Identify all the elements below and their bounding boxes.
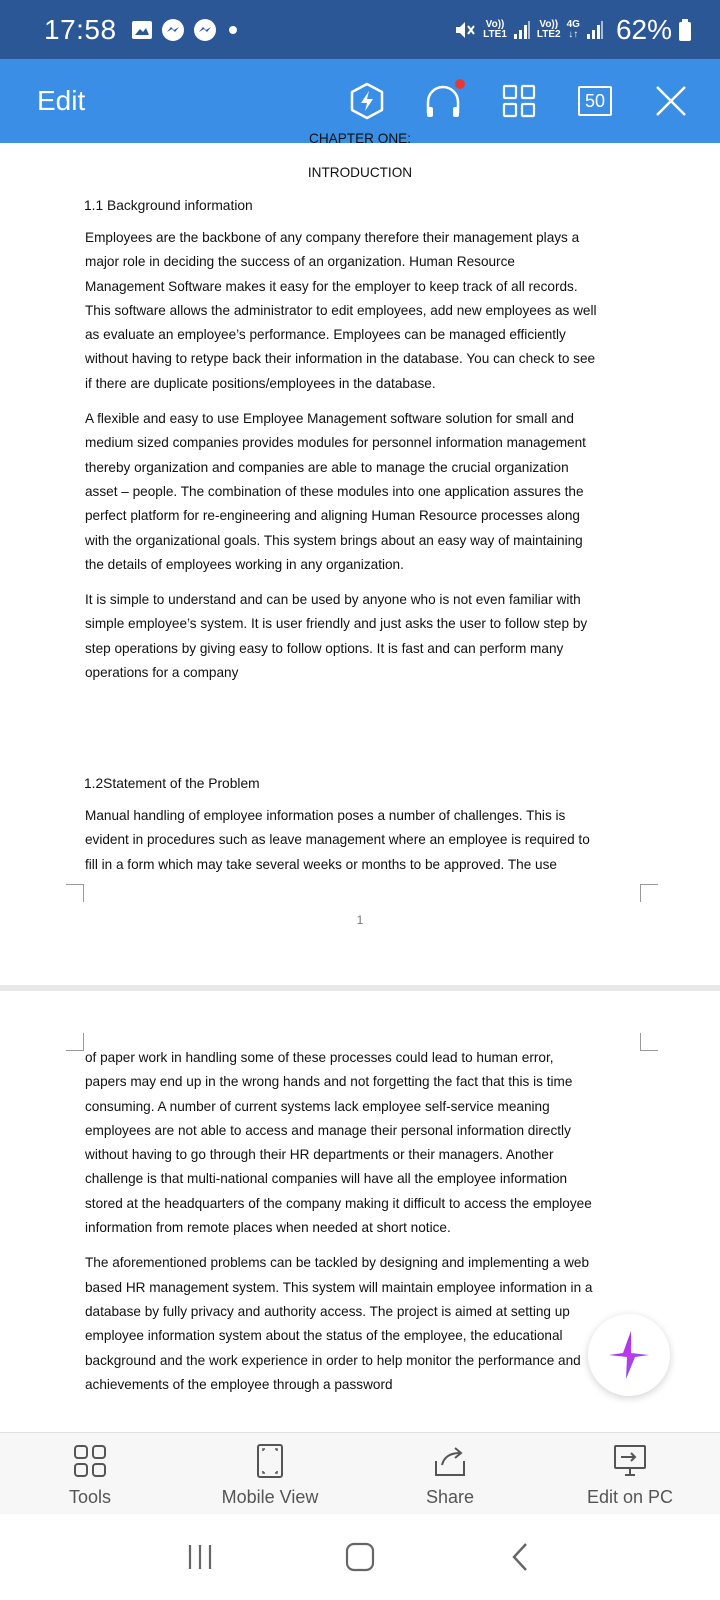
mobile-view-icon — [255, 1443, 285, 1479]
edit-on-pc-label: Edit on PC — [586, 1487, 674, 1507]
page-count-icon — [578, 86, 612, 116]
page-break — [0, 985, 720, 991]
page-count-label: 50 — [584, 90, 606, 111]
page-margin-mark — [66, 884, 84, 902]
mobile-view-button[interactable] — [180, 1433, 360, 1514]
paragraph: of paper work in handling some of these processes could lead to human error, papers may end up in the wrong hands and not forgetting the fact that this is time consuming. A number of current systems lack employee self-service meaning employees are not able to access and manage their personal information directly without having to go through their HR departments or their managers. Another challenge is that multi-national companies will have all the employee information stored at the headquarters of the company making it difficult to access the employee information from remote places when needed at short notice. — [85, 1050, 592, 1236]
signal-icon — [513, 20, 531, 40]
home-button[interactable] — [330, 1532, 390, 1582]
gallery-icon — [131, 20, 153, 40]
edit-button[interactable]: Edit — [37, 85, 86, 116]
tools-label: Tools — [68, 1487, 112, 1507]
close-icon — [654, 84, 688, 118]
heading-statement-of-problem: 1.2Statement of the Problem — [84, 776, 260, 791]
page-2-body — [85, 1046, 597, 1408]
messenger-icon — [193, 18, 217, 42]
section-title: INTRODUCTION — [307, 165, 413, 180]
headphones-icon — [424, 83, 462, 119]
page-1-body — [85, 226, 597, 696]
paragraph: A flexible and easy to use Employee Management software solution for small and medium sized companies provides modules for personnel information management thereby organization and companies are able to manage the crucial organization asset – people. The combination of these modules into one application assures the perfect platform for re-engineering and aligning Human Resource processes along with the organizational goals. This system brings about an easy way of maintaining the details of employees working in any organization. — [85, 411, 586, 572]
tools-button[interactable] — [0, 1433, 180, 1514]
share-icon — [432, 1443, 468, 1479]
battery-percent: 62% — [615, 13, 672, 45]
network-type: 4G ↓↑ — [566, 18, 580, 40]
page-number: 1 — [356, 913, 364, 927]
paragraph: Manual handling of employee information poses a number of challenges. This is evident in procedures such as leave management where an employee is required to fill in a form which may take several weeks or months to be approved. The use — [85, 808, 590, 872]
ai-assistant-button[interactable] — [588, 1314, 670, 1396]
status-bar — [0, 0, 720, 59]
paragraph: The aforementioned problems can be tackled by designing and implementing a web based HR management system. This system will maintain employee information in a database by fully privacy and authority access. The project is aimed at setting up employee information system about the status of the employee, the educational background and the work experience in order to help monitor the performance and achievements of the employee through a password — [85, 1255, 593, 1392]
grid-icon — [502, 84, 536, 118]
dot-icon — [225, 22, 241, 38]
heading-background-information: 1.1 Background information — [84, 198, 253, 213]
sim1-label: Vo)) LTE1 — [483, 18, 507, 40]
mobile-view-label: Mobile View — [221, 1487, 319, 1507]
system-nav-bar — [0, 1514, 720, 1600]
battery-icon — [678, 18, 692, 42]
ai-sparkle-icon — [606, 1329, 652, 1381]
page-margin-mark — [640, 1033, 658, 1051]
signal-icon — [586, 20, 604, 40]
sim2-label: Vo)) LTE2 — [536, 18, 561, 40]
chapter-title: CHAPTER ONE: — [309, 131, 411, 146]
back-button[interactable] — [490, 1532, 550, 1582]
messenger-icon — [161, 18, 185, 42]
document-view[interactable] — [0, 131, 720, 1432]
notification-dot — [455, 79, 465, 89]
edit-on-pc-button[interactable] — [540, 1433, 720, 1514]
lightning-hexagon-icon — [349, 82, 385, 120]
listen-button[interactable] — [418, 76, 468, 126]
smart-tool-button[interactable] — [342, 76, 392, 126]
home-icon — [344, 1541, 376, 1573]
app-bar-actions — [316, 76, 696, 126]
grid-view-button[interactable] — [494, 76, 544, 126]
recents-button[interactable] — [170, 1532, 230, 1582]
back-icon — [508, 1541, 532, 1573]
share-label: Share — [425, 1487, 475, 1507]
status-time: 17:58 — [44, 13, 117, 45]
paragraph: Employees are the backbone of any company therefore their management plays a major role in deciding the success of an organization. Human Resource Management Software makes it easy for the employer to keep track of all records. This software allows the administrator to edit employees, add new employees as well as evaluate an employee’s performance. Employees can be managed efficiently without having to retype back their information in the database. You can check to see if there are duplicate positions/employees in the database. — [85, 230, 597, 391]
edit-on-pc-icon — [611, 1443, 649, 1479]
mute-icon — [453, 18, 477, 42]
paragraph: It is simple to understand and can be used by anyone who is not even familiar with simple employee’s system. It is user friendly and just asks the user to follow step by step operations by giving easy to follow options. It is fast and can perform many operations for a company — [85, 592, 588, 681]
tools-icon — [72, 1443, 108, 1479]
page-margin-mark — [640, 884, 658, 902]
system-indicators — [453, 14, 692, 46]
page-count-button[interactable] — [570, 76, 620, 126]
page-1-body-continued — [85, 804, 597, 888]
page-margin-mark — [66, 1033, 84, 1051]
bottom-toolbar — [0, 1432, 720, 1514]
recents-icon — [185, 1542, 215, 1572]
notification-icons — [131, 18, 241, 42]
share-button[interactable] — [360, 1433, 540, 1514]
close-button[interactable] — [646, 76, 696, 126]
